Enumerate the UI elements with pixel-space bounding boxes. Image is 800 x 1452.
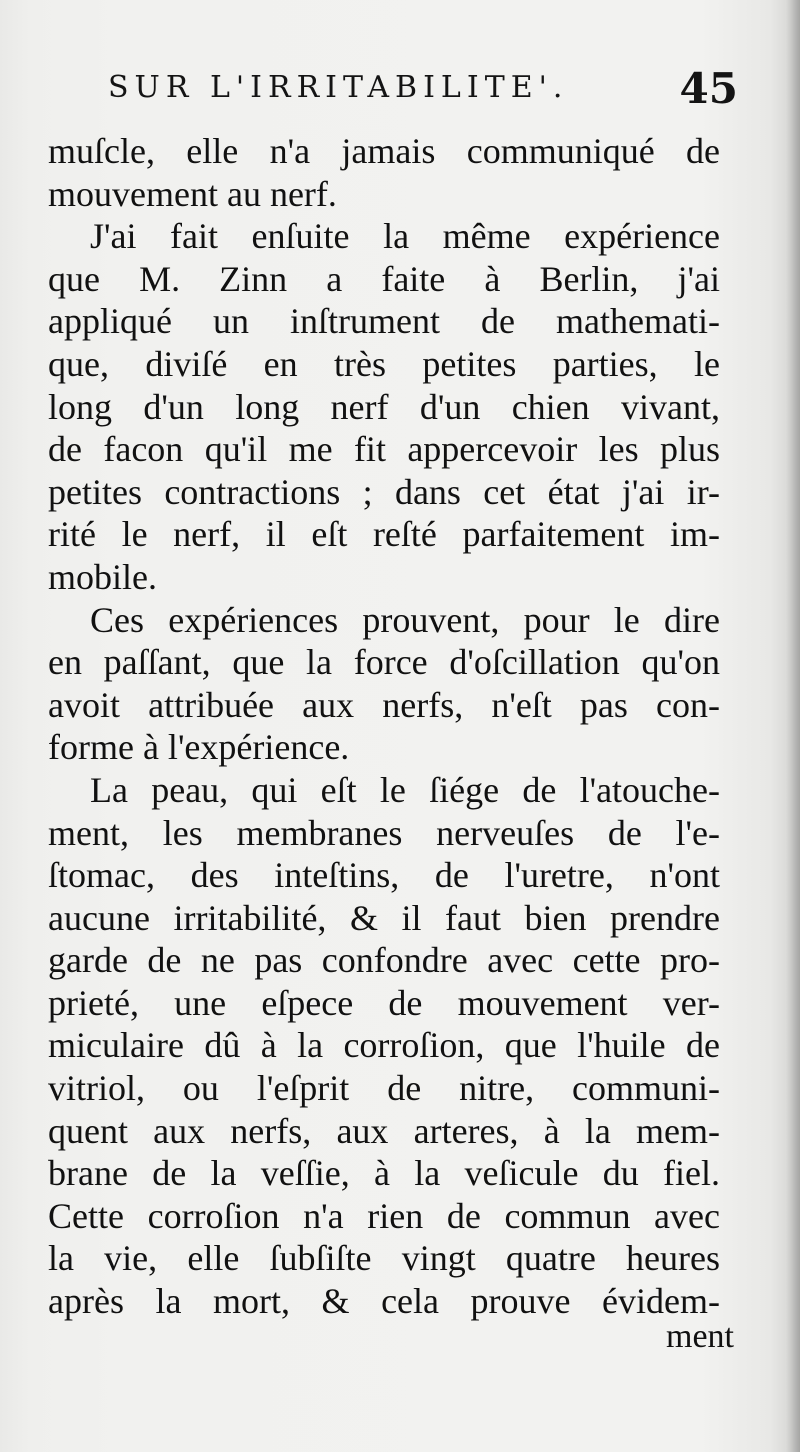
running-head: SUR L'IRRITABILITE'. bbox=[108, 70, 569, 105]
page-header bbox=[108, 64, 738, 120]
text-line: mouvement au nerf. bbox=[48, 173, 337, 214]
text-line: petites contractions ; dans cet état j'ai ir- bbox=[48, 471, 720, 512]
text-line: que, diviſé en très petites parties, le bbox=[48, 343, 720, 384]
text-line: brane de la veſſie, à la veſicule du fiel. bbox=[48, 1153, 720, 1194]
text-line: que M. Zinn a faite à Berlin, j'ai bbox=[48, 258, 720, 299]
text-line: long d'un long nerf d'un chien vivant, bbox=[48, 386, 720, 427]
text-line: appliqué un inſtrument de mathemati- bbox=[48, 301, 720, 342]
text-line: miculaire dû à la corroſion, que l'huile de bbox=[48, 1025, 720, 1066]
text-line: forme à l'expérience. bbox=[48, 727, 350, 768]
text-line: de facon qu'il me fit appercevoir les plus bbox=[48, 429, 720, 470]
text-line: J'ai fait enſuite la même expérience bbox=[90, 216, 720, 257]
text-line: garde de ne pas confondre avec cette pro- bbox=[48, 940, 720, 981]
text-line: avoit attribuée aux nerfs, n'eſt pas con- bbox=[48, 684, 720, 725]
text-line: La peau, qui eſt le ſiége de l'atouche- bbox=[90, 769, 720, 810]
text-line: prieté, une eſpece de mouvement ver- bbox=[48, 982, 720, 1023]
text-line: aucune irritabilité, & il faut bien prendre bbox=[48, 897, 720, 938]
page-number: 45 bbox=[679, 64, 738, 113]
text-line: muſcle, elle n'a jamais communiqué de bbox=[48, 131, 720, 171]
text-line: vitriol, ou l'eſprit de nitre, communi- bbox=[48, 1068, 720, 1109]
body-text bbox=[48, 130, 720, 1323]
text-line: Cette corroſion n'a rien de commun avec bbox=[48, 1195, 720, 1236]
text-line: Ces expériences prouvent, pour le dire bbox=[90, 599, 720, 640]
text-line: quent aux nerfs, aux arteres, à la mem- bbox=[48, 1110, 720, 1151]
catchword: ment bbox=[666, 1318, 734, 1355]
text-line: la vie, elle ſubſiſte vingt quatre heures bbox=[48, 1238, 720, 1279]
text-line: rité le nerf, il eſt reſté parfaitement im- bbox=[48, 514, 720, 555]
text-line: mobile. bbox=[48, 556, 157, 597]
text-line: ſtomac, des inteſtins, de l'uretre, n'ont bbox=[48, 855, 720, 896]
text-line: après la mort, & cela prouve évidem- bbox=[48, 1281, 720, 1322]
text-line: en paſſant, que la force d'oſcillation qu'on bbox=[48, 642, 720, 683]
text-line: ment, les membranes nerveuſes de l'e- bbox=[48, 812, 720, 853]
